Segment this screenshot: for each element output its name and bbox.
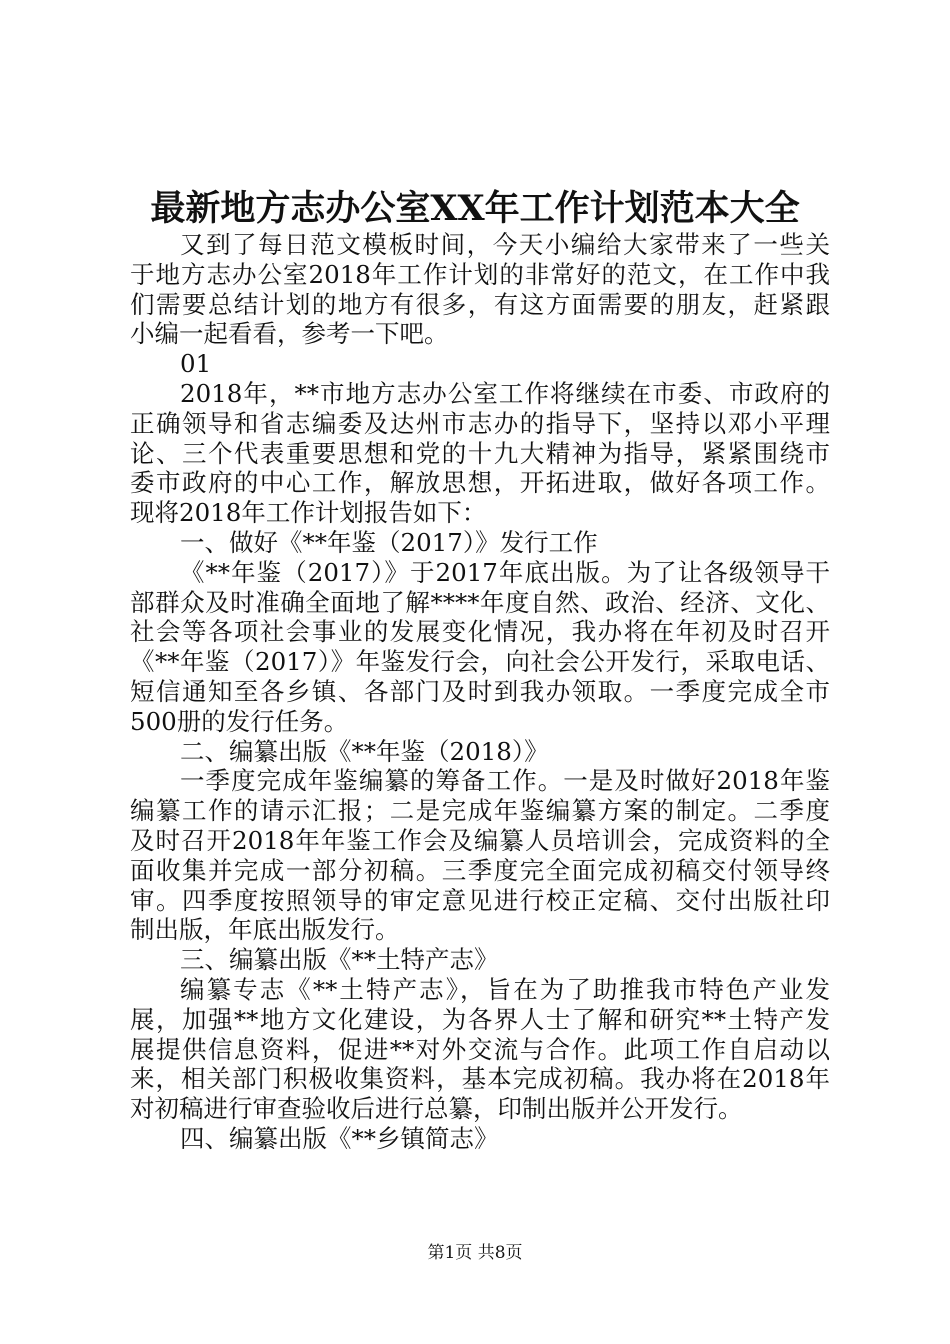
body-paragraph bbox=[130, 1124, 830, 1154]
body-paragraph bbox=[130, 349, 830, 379]
body-paragraph bbox=[130, 766, 830, 945]
page-footer: 第1页 共8页 bbox=[427, 1243, 523, 1263]
paragraph-line: 们需要总结计划的地方有很多，有这方面需要的朋友，赶紧跟 bbox=[130, 289, 830, 319]
paragraph-line: 于地方志办公室2018年工作计划的非常好的范文，在工作中我 bbox=[130, 259, 830, 289]
paragraph-line: 来，相关部门积极收集资料，基本完成初稿。我办将在2018年 bbox=[130, 1064, 830, 1094]
paragraph-line: 三、编纂出版《**土特产志》 bbox=[180, 945, 499, 975]
document-title: 最新地方志办公室XX年工作计划范本大全 bbox=[150, 188, 800, 229]
paragraph-line: 一季度完成年鉴编纂的筹备工作。一是及时做好2018年鉴 bbox=[180, 766, 830, 796]
paragraph-line: 论、三个代表重要思想和党的十九大精神为指导，紧紧围绕市 bbox=[130, 438, 830, 468]
paragraph-line: 短信通知至各乡镇、各部门及时到我办领取。一季度完成全市 bbox=[130, 676, 830, 706]
paragraph-line: 正确领导和省志编委及达州市志办的指导下，坚持以邓小平理 bbox=[130, 408, 830, 438]
body-paragraph bbox=[130, 945, 830, 975]
body-paragraph bbox=[130, 558, 830, 737]
paragraph-line: 对初稿进行审查验收后进行总纂，印制出版并公开发行。 bbox=[130, 1094, 743, 1124]
body-paragraph bbox=[130, 230, 830, 349]
body-paragraph bbox=[130, 737, 830, 767]
paragraph-line: 展，加强**地方文化建设，为各界人士了解和研究**土特产发 bbox=[130, 1004, 830, 1034]
paragraph-line: 二、编纂出版《**年鉴（2018）》 bbox=[180, 736, 549, 766]
paragraph-line: 编纂工作的请示汇报；二是完成年鉴编纂方案的制定。二季度 bbox=[130, 796, 830, 826]
paragraph-line: 审。四季度按照领导的审定意见进行校正定稿、交付出版社印 bbox=[130, 885, 830, 915]
paragraph-line: 编纂专志《**土特产志》，旨在为了助推我市特色产业发 bbox=[180, 974, 830, 1004]
paragraph-line: 又到了每日范文模板时间，今天小编给大家带来了一些关 bbox=[180, 230, 830, 259]
paragraph-line: 《**年鉴（2017）》年鉴发行会，向社会公开发行，采取电话、 bbox=[130, 647, 830, 677]
paragraph-line: 现将2018年工作计划报告如下： bbox=[130, 498, 487, 528]
body-paragraph bbox=[130, 975, 830, 1124]
paragraph-line: 01 bbox=[180, 349, 212, 379]
paragraph-line: 面收集并完成一部分初稿。三季度完全面完成初稿交付领导终 bbox=[130, 855, 830, 885]
paragraph-line: 社会等各项社会事业的发展变化情况，我办将在年初及时召开 bbox=[130, 617, 830, 647]
paragraph-line: 小编一起看看，参考一下吧。 bbox=[130, 319, 449, 349]
paragraph-line: 一、做好《**年鉴（2017）》发行工作 bbox=[180, 527, 598, 557]
document-body bbox=[130, 230, 830, 1154]
body-paragraph bbox=[130, 528, 830, 558]
paragraph-line: 委市政府的中心工作，解放思想，开拓进取，做好各项工作。 bbox=[130, 468, 830, 498]
paragraph-line: 制出版，年底出版发行。 bbox=[130, 915, 400, 945]
paragraph-line: 《**年鉴（2017）》于2017年底出版。为了让各级领导干 bbox=[180, 557, 830, 587]
paragraph-line: 2018年，**市地方志办公室工作将继续在市委、市政府的 bbox=[180, 378, 830, 408]
paragraph-line: 部群众及时准确全面地了解****年度自然、政治、经济、文化、 bbox=[130, 587, 830, 617]
paragraph-line: 展提供信息资料，促进**对外交流与合作。此项工作自启动以 bbox=[130, 1034, 830, 1064]
body-paragraph bbox=[130, 379, 830, 528]
paragraph-line: 四、编纂出版《**乡镇简志》 bbox=[180, 1123, 499, 1153]
paragraph-line: 500册的发行任务。 bbox=[130, 706, 349, 736]
paragraph-line: 及时召开2018年年鉴工作会及编纂人员培训会，完成资料的全 bbox=[130, 825, 830, 855]
